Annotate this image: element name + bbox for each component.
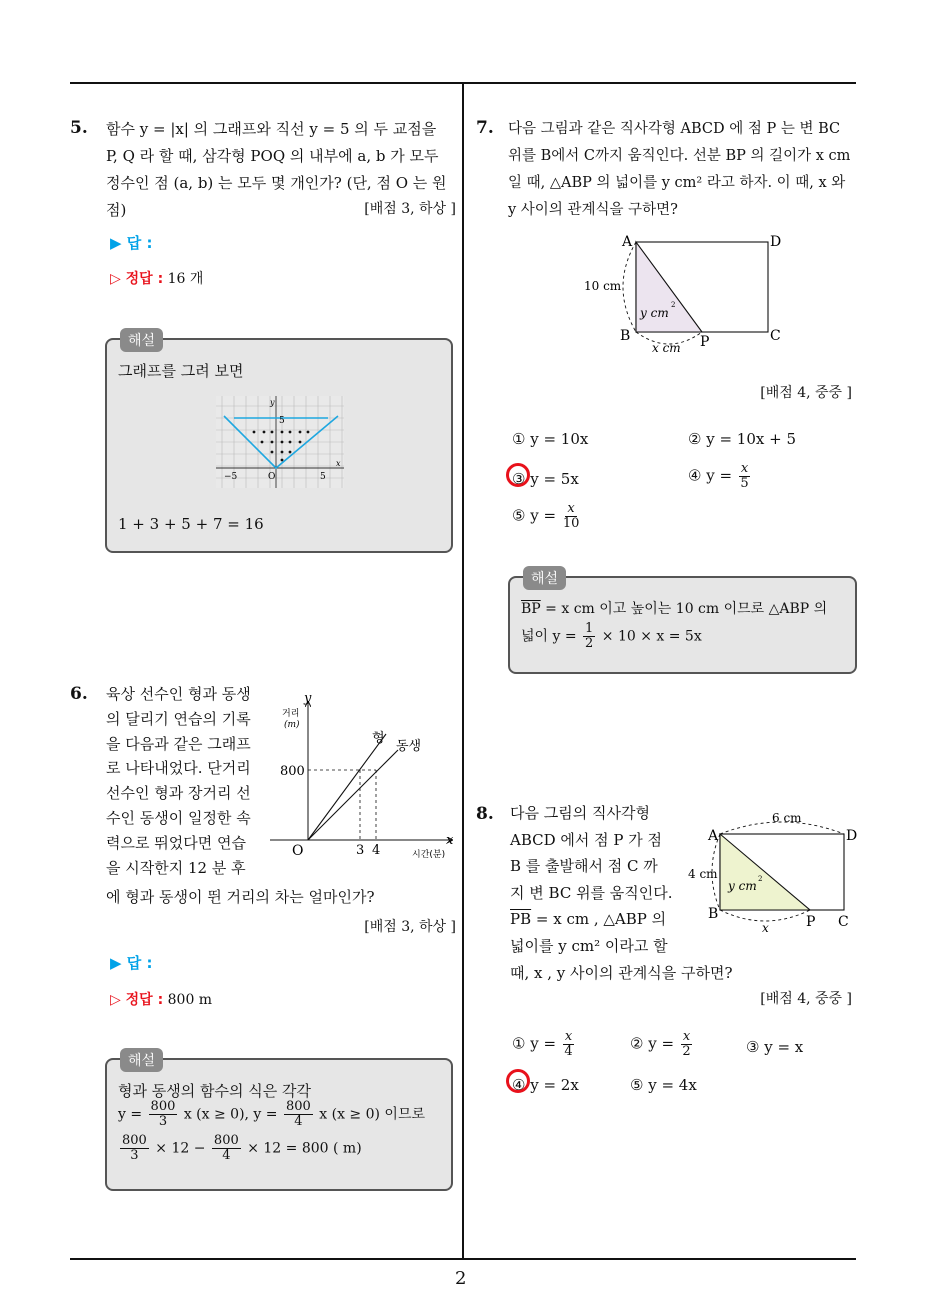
q8-line1: 다음 그림의 직사각형 (510, 804, 650, 822)
q7-choice-4-label: ④ y = (688, 466, 733, 485)
q5-graph-x-label: x (336, 459, 341, 468)
q6-number: 6. (70, 684, 88, 704)
q5-graph-tick-5x: 5 (320, 472, 326, 482)
q8-figure (682, 808, 862, 938)
q7-choice-5[interactable] (512, 502, 581, 531)
q7-number: 7. (476, 118, 494, 138)
q5-line1: 함수 y = |x| 의 그래프와 직선 y = 5 의 두 교점을 (106, 120, 437, 138)
q8-fig-A: A (708, 828, 719, 844)
q6-expl-frac2: $\frac{800}{4}$ (285, 1099, 311, 1129)
q6-graph-x: x (446, 833, 454, 848)
q5-correct-label: ▷ 정답 : (110, 271, 164, 287)
q8-choice-1-frac: $\frac{x}{4}$ (564, 1029, 573, 1059)
q5-answer-label: ▶ 답 : (110, 234, 153, 252)
q7-choice-3-circle-mark (506, 463, 530, 487)
q6-line3: 을 다음과 같은 그래프 (106, 734, 251, 753)
q6-explanation-tag: 해설 (120, 1048, 163, 1072)
q5-line4: 점) (106, 201, 127, 219)
q5-expl-line1: 그래프를 그려 보면 (118, 362, 244, 380)
q6-expl-frac4: $\frac{800}{4}$ (213, 1133, 239, 1163)
q6-graph-800: 800 (280, 764, 305, 779)
q6-expl-line3b: × 12 = 800 ( m) (247, 1140, 362, 1157)
q7-explanation-tag: 해설 (523, 566, 566, 590)
q8-choice-2-frac: $\frac{x}{2}$ (682, 1029, 691, 1059)
q8-fig-C: C (838, 914, 849, 930)
q6-correct-label: ▷ 정답 : (110, 992, 164, 1008)
q5-graph-y-label: y (270, 398, 275, 407)
q6-expl-line2a: y = (118, 1106, 143, 1123)
q5-explanation-tag: 해설 (120, 328, 163, 352)
q7-choice-4-frac: $\frac{x}{5}$ (740, 461, 749, 491)
q6-expl-line2c: x (x ≥ 0) 이므로 (319, 1106, 425, 1123)
q5-points: [배점 3, 하상 ] (364, 201, 456, 217)
q7-choice-4[interactable] (688, 462, 752, 491)
q7-fig-D: D (770, 234, 782, 250)
q7-line1: 다음 그림과 같은 직사각형 ABCD 에 점 P 는 변 BC (508, 121, 841, 137)
q6-line5: 선수인 형과 장거리 선 (106, 784, 251, 803)
q6-line2: 의 달리기 연습의 기록 (106, 709, 251, 728)
q5-graph (216, 396, 344, 488)
q6-line7: 력으로 뛰었다면 연습 (106, 833, 246, 852)
q5-correct-value: 16 개 (167, 271, 204, 287)
q8-fig-P: P (806, 914, 816, 930)
q8-points: [배점 4, 중중 ] (760, 991, 852, 1007)
q8-choice-1-label: ① y = (512, 1034, 557, 1053)
q7-text (508, 116, 858, 224)
q6-text (106, 682, 256, 880)
q7-expl-frac: $\frac{1}{2}$ (585, 621, 594, 651)
q7-line4: y 사이의 관계식을 구하면? (508, 202, 678, 218)
q8-number: 8. (476, 804, 494, 824)
q5-line3: 정수인 점 (a, b) 는 모두 몇 개인가? (단, 점 O 는 원 (106, 174, 447, 192)
q7-choice-1[interactable]: ① y = 10x (512, 430, 589, 448)
q8-line3: B 를 출발해서 점 C 까 (510, 857, 658, 875)
q5-graph-tick-m5: −5 (224, 472, 238, 482)
q7-choice-5-frac: $\frac{x}{10}$ (562, 501, 580, 531)
q7-fig-P: P (700, 334, 710, 350)
q6-graph-4: 4 (372, 843, 381, 858)
q5-graph-origin: O (268, 472, 276, 482)
q6-expl-frac3: $\frac{800}{3}$ (122, 1133, 147, 1163)
q6-graph-dongsaeng: 동생 (396, 739, 422, 754)
q8-choice-2[interactable] (630, 1030, 694, 1059)
q8-choice-3[interactable]: ③ y = x (746, 1038, 804, 1056)
q6-expl-line1: 형과 동생의 함수의 식은 각각 (118, 1082, 311, 1100)
q7-fig-bottom: x cm (652, 341, 681, 355)
q7-fig-B: B (620, 328, 631, 344)
q6-correct (110, 989, 212, 1009)
q6-last-line: 에 형과 동생이 뛴 거리의 차는 얼마인가? (106, 888, 375, 906)
q8-fig-area: y cm (728, 879, 757, 893)
q7-expl-bp: $\overline{BP}$ (521, 601, 541, 617)
q6-expl-line2b: x (x ≥ 0), y = (183, 1106, 278, 1123)
q8-fig-B: B (708, 906, 719, 922)
q7-fig-area-sup: 2 (671, 301, 676, 309)
q6-answer-label: ▶ 답 : (110, 954, 153, 972)
q7-fig-area: y cm (640, 306, 669, 320)
q8-line5-text: = x cm , △ABP 의 (535, 910, 667, 928)
q8-line5 (510, 906, 675, 933)
q8-text (510, 800, 675, 959)
q7-choice-5-label: ⑤ y = (512, 506, 557, 525)
q7-expl-line2 (521, 622, 702, 651)
q6-graph-3: 3 (356, 843, 365, 858)
q8-line5-pb: $\overline{PB}$ (510, 910, 532, 928)
q8-fig-area-sup: 2 (758, 875, 763, 883)
q7-choice-3[interactable]: ③ y = 5x (512, 470, 579, 488)
q6-expl-line2 (118, 1100, 425, 1129)
q7-line2: 위를 B에서 C까지 움직인다. 선분 BP 의 길이가 x cm (508, 148, 851, 164)
q7-expl-line2b: × 10 × x = 5x (601, 628, 702, 645)
q8-line2: ABCD 에서 점 P 가 점 (510, 830, 663, 849)
q5-correct (110, 268, 203, 288)
q7-fig-side: 10 cm (584, 279, 622, 293)
q8-fig-top: 6 cm (772, 811, 802, 825)
q5-graph-tick-5: 5 (279, 416, 285, 426)
q6-expl-frac1: $\frac{800}{3}$ (150, 1099, 176, 1129)
bottom-rule (70, 1258, 856, 1260)
q7-choice-2[interactable]: ② y = 10x + 5 (688, 430, 796, 448)
q6-expl-line3 (118, 1134, 362, 1163)
q7-fig-C: C (770, 328, 781, 344)
q8-choice-4-circle-mark (506, 1069, 530, 1093)
q6-graph-ylabel2: (m) (284, 720, 300, 730)
q7-expl-line1-text: = x cm 이고 높이는 10 cm 이므로 △ABP 의 (545, 601, 828, 617)
q7-fig-A: A (622, 234, 633, 250)
q5-number: 5. (70, 118, 88, 138)
page-number: 2 (455, 1268, 467, 1289)
q6-line4: 로 나타내었다. 단거리 (106, 759, 251, 778)
q6-correct-value: 800 m (167, 992, 213, 1008)
q6-graph-origin: O (292, 843, 304, 859)
q8-fig-side: 4 cm (688, 867, 718, 881)
q6-line6: 수인 동생이 일정한 속 (106, 808, 251, 827)
q5-line2: P, Q 라 할 때, 삼각형 POQ 의 내부에 a, b 가 모두 (106, 147, 439, 165)
q7-line3: 일 때, △ABP 의 넓이를 y cm² 라고 하자. 이 때, x 와 (508, 175, 846, 191)
q5-expl-line2: 1 + 3 + 5 + 7 = 16 (118, 515, 264, 533)
q8-choice-4[interactable]: ④ y = 2x (512, 1076, 579, 1094)
q8-fig-D: D (846, 828, 858, 844)
q8-line4: 지 변 BC 위를 움직인다. (510, 883, 673, 902)
q7-points: [배점 4, 중중 ] (760, 385, 852, 401)
q8-choice-1[interactable] (512, 1030, 576, 1059)
q8-line6: 넓이를 y cm² 이라고 할 (510, 936, 668, 955)
q8-choice-5[interactable]: ⑤ y = 4x (630, 1076, 697, 1094)
q6-graph-y: y (304, 691, 312, 706)
q7-expl-line2a: 넓이 y = (521, 628, 577, 645)
q8-choice-2-label: ② y = (630, 1034, 675, 1053)
q6-line1: 육상 선수인 형과 동생 (106, 685, 251, 703)
q7-figure (580, 228, 790, 358)
q6-line8: 을 시작한지 12 분 후 (106, 858, 246, 877)
q6-graph-ylabel1: 거리 (282, 709, 300, 719)
q8-line7: 때, x , y 사이의 관계식을 구하면? (510, 964, 733, 982)
q6-points: [배점 3, 하상 ] (364, 919, 456, 935)
q8-fig-bottom: x (762, 921, 769, 935)
q6-graph (262, 690, 458, 865)
column-divider (462, 82, 464, 1260)
q6-graph-xlabel: 시간(분) (412, 850, 446, 860)
q7-expl-line1 (521, 598, 827, 618)
q6-graph-hyung: 형 (372, 731, 385, 746)
q6-expl-line3a: × 12 − (155, 1140, 206, 1157)
